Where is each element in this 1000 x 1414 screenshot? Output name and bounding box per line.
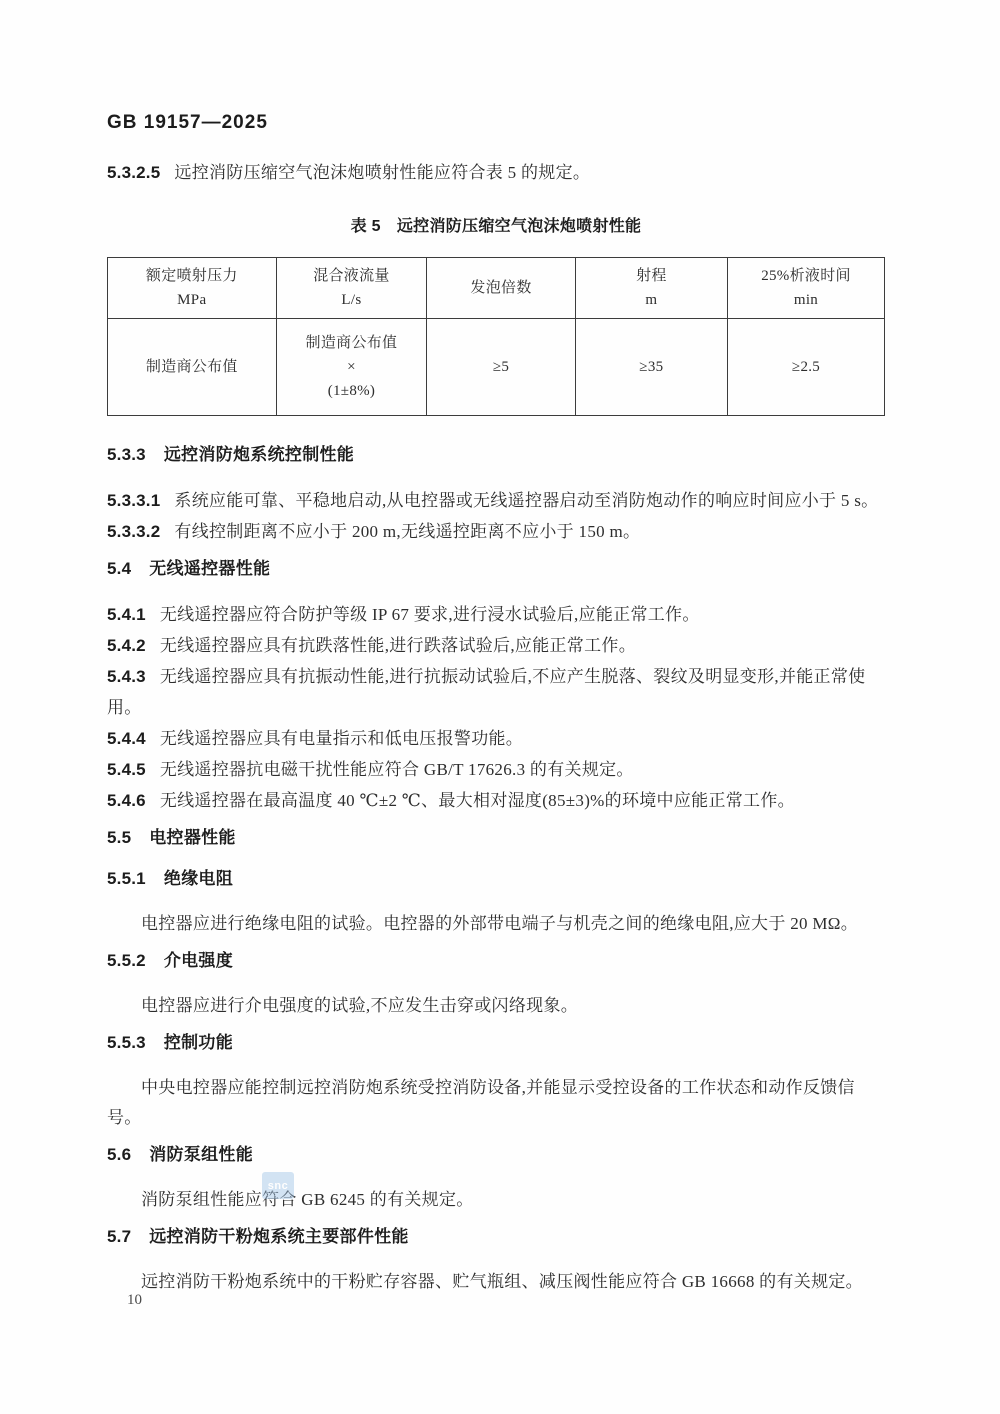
col-label: 混合液流量 [313, 268, 390, 284]
clause-number: 5.3.3.1 [107, 491, 161, 510]
col-unit: MPa [177, 292, 207, 308]
cell-foaming-ratio: ≥5 [427, 319, 575, 416]
section-heading-5-7 [107, 1226, 885, 1248]
section-title: 控制功能 [163, 1033, 234, 1052]
section-heading-5-5 [107, 827, 885, 849]
clause-5-4-4 [107, 723, 885, 754]
section-heading-5-3-3 [107, 444, 885, 466]
section-number: 5.5 [107, 828, 132, 847]
col-drainage-time [728, 258, 885, 319]
section-number: 5.7 [107, 1227, 132, 1246]
section-number: 5.5.1 [107, 869, 146, 888]
col-rated-pressure [108, 258, 277, 319]
watermark-logo: snc [262, 1172, 294, 1199]
clause-number: 5.4.1 [107, 605, 146, 624]
clause-number: 5.4.4 [107, 729, 146, 748]
cell-range: ≥35 [575, 319, 727, 416]
clause-number: 5.3.2.5 [107, 163, 161, 182]
table-row [108, 319, 885, 416]
paragraph-fire-pump: 消防泵组性能应符合 GB 6245 的有关规定。 [141, 1190, 474, 1209]
section-title: 远控消防炮系统控制性能 [163, 445, 355, 464]
paragraph-dielectric-strength: 电控器应进行介电强度的试验,不应发生击穿或闪络现象。 [141, 996, 579, 1015]
section-title: 绝缘电阻 [163, 869, 234, 888]
clause-number: 5.4.2 [107, 636, 146, 655]
clause-number: 5.4.6 [107, 791, 146, 810]
paragraph-dry-powder: 远控消防干粉炮系统中的干粉贮存容器、贮气瓶组、减压阀性能应符合 GB 16668 的有关规定。 [141, 1272, 863, 1291]
table-caption-label: 表 5 [350, 218, 381, 235]
clause-5-4-5 [107, 754, 885, 785]
cell-line: 制造商公布值 [305, 335, 398, 351]
clause-text: 无线遥控器应符合防护等级 IP 67 要求,进行浸水试验后,应能正常工作。 [159, 605, 700, 624]
clause-text: 无线遥控器应具有抗振动性能,进行抗振动试验后,不应产生脱落、裂纹及明显变形,并能正常使用。 [107, 667, 866, 717]
clause-text: 有线控制距离不应小于 200 m,无线遥控距离不应小于 150 m。 [174, 522, 641, 541]
clause-text: 无线遥控器在最高温度 40 ℃±2 ℃、最大相对湿度(85±3)%的环境中应能正常工作。 [159, 791, 795, 810]
paragraph-control-function: 中央电控器应能控制远控消防炮系统受控消防设备,并能显示受控设备的工作状态和动作反馈信号。 [107, 1078, 855, 1127]
cell-rated-pressure: 制造商公布值 [108, 319, 277, 416]
clause-number: 5.4.5 [107, 760, 146, 779]
col-label: 射程 [636, 268, 667, 284]
clause-5-4-6 [107, 785, 885, 816]
section-number: 5.3.3 [107, 445, 146, 464]
clause-text: 无线遥控器抗电磁干扰性能应符合 GB/T 17626.3 的有关规定。 [159, 760, 634, 779]
clause-number: 5.3.3.2 [107, 522, 161, 541]
clause-5-4-1 [107, 599, 885, 630]
section-title: 电控器性能 [149, 828, 236, 847]
section-heading-5-5-3 [107, 1032, 885, 1054]
clause-5-3-3-1 [107, 485, 885, 516]
section-heading-5-4 [107, 558, 885, 580]
col-unit: L/s [341, 292, 362, 308]
col-label: 发泡倍数 [470, 280, 532, 296]
section-title: 远控消防干粉炮系统主要部件性能 [149, 1227, 409, 1246]
section-heading-5-6 [107, 1144, 885, 1166]
clause-text: 无线遥控器应具有抗跌落性能,进行跌落试验后,应能正常工作。 [159, 636, 637, 655]
spec-table-5 [107, 257, 885, 416]
clause-5-3-2-5 [107, 161, 885, 185]
section-number: 5.6 [107, 1145, 132, 1164]
col-foaming-ratio [427, 258, 575, 319]
section-title: 无线遥控器性能 [149, 559, 271, 578]
paragraph-insulation-resistance: 电控器应进行绝缘电阻的试验。电控器的外部带电端子与机壳之间的绝缘电阻,应大于 20 MΩ。 [141, 914, 858, 933]
section-number: 5.5.2 [107, 951, 146, 970]
section-number: 5.4 [107, 559, 132, 578]
col-unit: m [645, 292, 658, 308]
table-caption [107, 213, 885, 236]
col-label: 25%析液时间 [761, 268, 851, 284]
section-heading-5-5-2 [107, 950, 885, 972]
standard-code-header: GB 19157—2025 [107, 112, 268, 133]
cell-line: (1±8%) [327, 383, 376, 399]
section-title: 消防泵组性能 [149, 1145, 254, 1164]
clause-5-3-3-2 [107, 516, 885, 547]
clause-text: 远控消防压缩空气泡沫炮喷射性能应符合表 5 的规定。 [174, 163, 591, 182]
col-unit: min [793, 292, 819, 308]
page-content [107, 0, 885, 1297]
clause-text: 无线遥控器应具有电量指示和低电压报警功能。 [159, 729, 524, 748]
col-range [575, 258, 727, 319]
clause-number: 5.4.3 [107, 667, 146, 686]
col-mixture-flow [276, 258, 427, 319]
page-number: 10 [127, 1292, 142, 1308]
section-title: 介电强度 [163, 951, 234, 970]
table-header-row [108, 258, 885, 319]
cell-drainage-time: ≥2.5 [728, 319, 885, 416]
clause-5-4-2 [107, 630, 885, 661]
clause-5-4-3 [107, 661, 885, 723]
col-label: 额定喷射压力 [145, 268, 238, 284]
section-heading-5-5-1 [107, 868, 885, 890]
cell-mixture-flow [276, 319, 427, 416]
cell-line: × [347, 359, 356, 375]
section-number: 5.5.3 [107, 1033, 146, 1052]
table-caption-title: 远控消防压缩空气泡沫炮喷射性能 [396, 218, 642, 235]
clause-text: 系统应能可靠、平稳地启动,从电控器或无线遥控器启动至消防炮动作的响应时间应小于 5 s。 [174, 491, 879, 510]
